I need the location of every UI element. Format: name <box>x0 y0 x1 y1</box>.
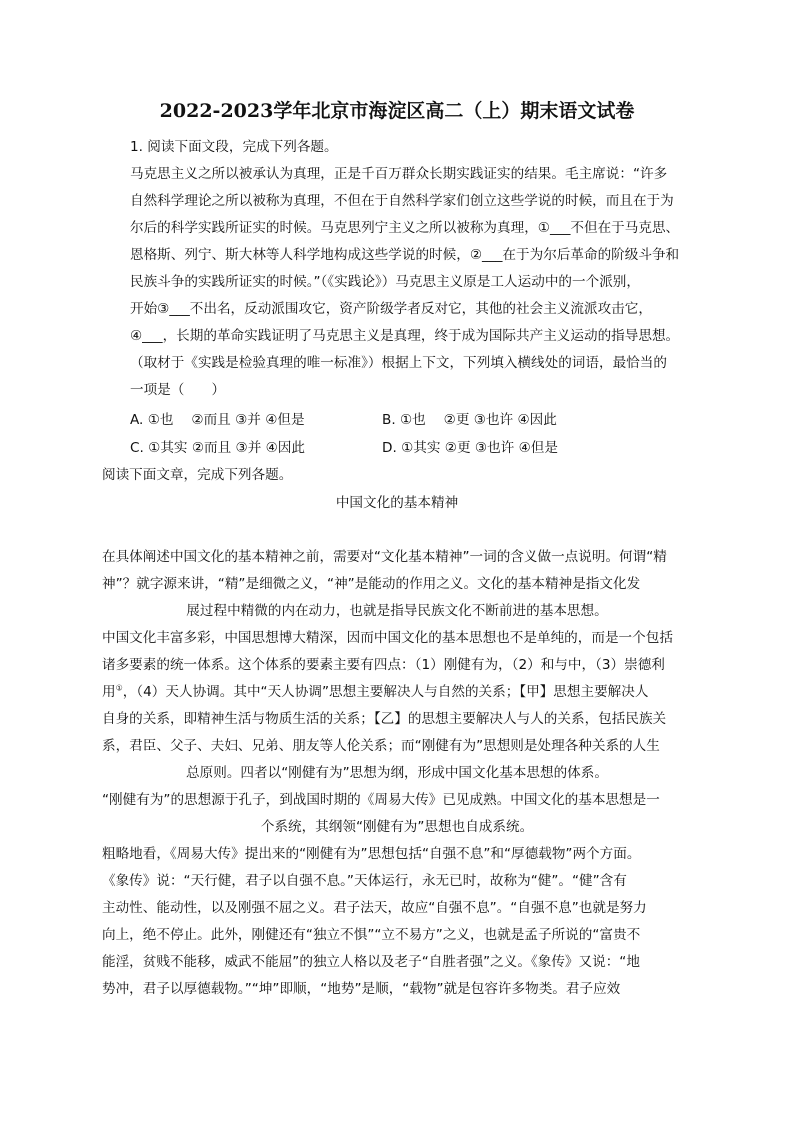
passage-line: 一项是（ ） <box>130 382 226 398</box>
paragraph-line: 粗略地看，《周易大传》提出来的“刚健有为”思想包括“自强不息”和“厚德载物”两个方面。 <box>102 846 641 862</box>
paragraph-line: 能淫，贫贱不能移，威武不能屈”的独立人格以及老子“自胜者强”之义。《象传》又说：“地 <box>102 954 640 970</box>
paragraph-line: “刚健有为”的思想源于孔子，到战国时期的《周易大传》已见成熟。中国文化的基本思想是一 <box>102 792 660 808</box>
option-a[interactable]: A. ①也 ②而且 ③并 ④但是 <box>130 412 305 428</box>
question-1-instruction: 1. 阅读下面文段，完成下列各题。 <box>130 139 338 155</box>
paragraph-line: 在具体阐述中国文化的基本精神之前，需要对“文化基本精神”一词的含义做一点说明。何谓“精 <box>102 549 667 565</box>
paragraph-line: 诸多要素的统一体系。这个体系的要素主要有四点：（1）刚健有为，（2）和与中，（3）崇德利 <box>102 657 665 673</box>
paragraph-line: 主动性、能动性，以及刚强不屈之义。君子法天，故应“自强不息”。“自强不息”也就是努力 <box>102 900 647 916</box>
footnote-marker[interactable]: ① <box>115 683 123 693</box>
paragraph-line: 系，君臣、父子、夫妇、兄弟、朋友等人伦关系；而“刚健有为”思想则是处理各种关系的人生 <box>102 738 660 754</box>
reading-instruction: 阅读下面文章，完成下列各题。 <box>102 467 293 483</box>
passage-line: ④___，长期的革命实践证明了马克思主义是真理，终于成为国际共产主义运动的指导思想。 <box>130 328 680 344</box>
paragraph-line: 神”？就字源来讲，“精”是细微之义，“神”是能动的作用之义。文化的基本精神是指文化发 <box>102 576 641 592</box>
paragraph-line-centered: 展过程中精微的内在动力，也就是指导民族文化不断前进的基本思想。 <box>186 603 608 619</box>
text-segment: ，（4）天人协调。其中“天人协调”思想主要解决人与自然的关系；【甲】思想主要解决人 <box>122 684 649 700</box>
paragraph-line: 向上，绝不停止。此外，刚健还有“独立不惧”“立不易方”之义，也就是孟子所说的“富贵不 <box>102 927 641 943</box>
paragraph-line-centered: 个系统，其纲领“刚健有为”思想也自成系统。 <box>260 819 534 835</box>
paragraph-line: 自身的关系，即精神生活与物质生活的关系；【乙】的思想主要解决人与人的关系，包括民族关 <box>102 711 667 727</box>
option-c[interactable]: C. ①其实 ②而且 ③并 ④因此 <box>130 440 305 456</box>
paragraph-line: 势冲，君子以厚德载物。”“坤”即顺，“地势”是顺，“载物”就是包容许多物类。君子应效 <box>102 981 621 997</box>
paragraph-line: 中国文化丰富多彩，中国思想博大精深，因而中国文化的基本思想也不是单纯的，而是一个包括 <box>102 630 673 646</box>
option-b[interactable]: B. ①也 ②更 ③也许 ④因此 <box>382 412 557 428</box>
passage-line: 尔后的科学实践所证实的时候。马克思列宁主义之所以被称为真理，①___不但在于马克思、 <box>130 220 680 236</box>
passage-line: 恩格斯、列宁、斯大林等人科学地构成这些学说的时候，②___在于为尔后革命的阶级斗争和 <box>130 247 680 263</box>
paragraph-line-centered: 总原则。四者以“刚健有为”思想为纲，形成中国文化基本思想的体系。 <box>186 765 608 781</box>
paragraph-line: 《象传》说：“天行健，君子以自强不息。”天体运行，永无已时，故称为“健”。“健”含有 <box>102 873 627 889</box>
exam-title: 2022-2023学年北京市海淀区高二（上）期末语文试卷 <box>159 100 635 122</box>
passage-line: （取材于《实践是检验真理的唯一标准》）根据上下文，下列填入横线处的词语，最恰当的 <box>130 355 667 371</box>
passage-line: 马克思主义之所以被承认为真理，正是千百万群众长期实践证实的结果。毛主席说：“许多 <box>130 166 668 182</box>
paragraph-line <box>102 682 648 702</box>
passage-line: 开始③___不出名，反动派围攻它，资产阶级学者反对它，其他的社会主义流派攻击它， <box>130 301 652 317</box>
passage-line: 自然科学理论之所以被称为真理，不但在于自然科学家们创立这些学说的时候，而且在于为 <box>130 193 674 209</box>
text-segment: 用 <box>102 684 116 700</box>
passage-line: 民族斗争的实践所证实的时候。”（《实践论》）马克思主义原是工人运动中的一个派别， <box>130 274 640 290</box>
article-title: 中国文化的基本精神 <box>335 495 459 511</box>
option-d[interactable]: D. ①其实 ②更 ③也许 ④但是 <box>382 440 558 456</box>
